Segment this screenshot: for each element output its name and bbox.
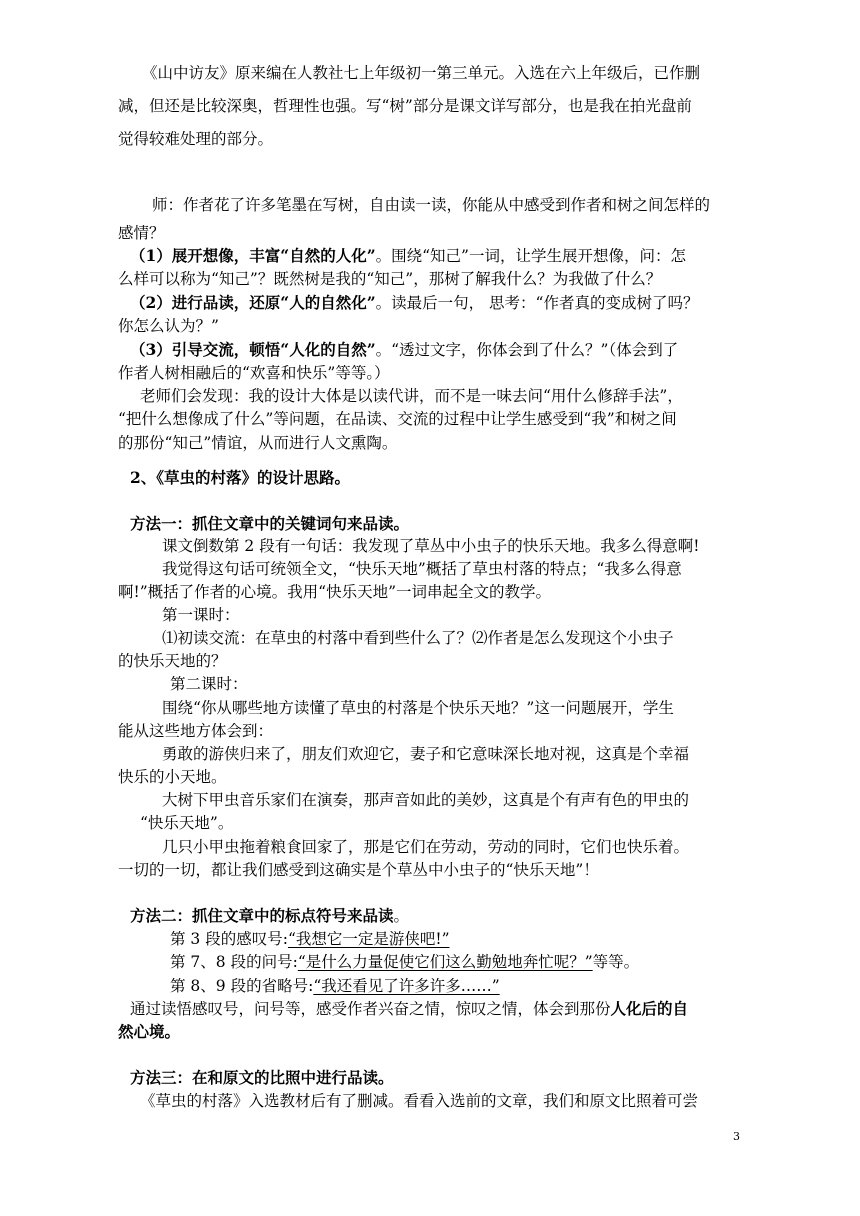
step-1-line-2: 么样可以称为“知己”？既然树是我的“知己”，那树了解我什么？为我做了什么？ [118, 270, 662, 288]
step-2 [130, 292, 698, 314]
example-3-line-2: 一切的一切，都让我们感受到这确实是个草丛中小虫子的“快乐天地”！ [118, 861, 599, 879]
lesson-1-line-1: ⑴初读交流：在草虫的村落中看到些什么了？⑵作者是怎么发现这个小虫子 [162, 629, 674, 647]
step-3-text: 。“透过文字，你体会到了什么？”（体会到了 [375, 341, 679, 359]
step-3-title: （3）引导交流，顿悟“人化的自然” [130, 340, 376, 359]
lesson-2-label: 第二课时： [170, 675, 248, 693]
lesson-2-line-2: 能从这些地方体会到： [118, 722, 274, 740]
row-3-label: 第 8、9 段的省略号: [170, 977, 314, 995]
step-1 [130, 245, 686, 267]
method-3-title: 方法三：在和原文的比照中进行品读。 [130, 1068, 394, 1087]
step-3 [130, 339, 678, 361]
lesson-2-line-1: 围绕“你从哪些地方读懂了草虫的村落是个快乐天地？”这一问题展开，学生 [162, 699, 674, 717]
method-2-row-1 [170, 928, 450, 950]
example-2-line-2: “快乐天地”。 [140, 814, 234, 832]
method-2-title-end: 。 [393, 907, 410, 925]
summary-text: 通过读悟感叹号，问号等，感受作者兴奋之情，惊叹之情，体会到那份 [130, 1000, 611, 1018]
step-1-text: 。围绕“知己”一词，让学生展开想像，问：怎 [375, 247, 686, 265]
example-3-line-1: 几只小甲虫拖着粮食回家了，那是它们在劳动，劳动的同时，它们也快乐着。 [162, 838, 690, 856]
method-2-row-2 [170, 951, 639, 973]
lesson-1-label: 第一课时： [162, 606, 240, 624]
para-intro-line-1: 《山中访友》原来编在人教社七上年级初一第三单元。入选在六上年级后，已作删 [142, 64, 701, 82]
method-2-title-line [130, 905, 409, 927]
row-1-label: 第 3 段的感叹号: [170, 930, 288, 948]
step-1-title: （1）展开想像，丰富“自然的人化” [130, 246, 376, 265]
para-summary-line-3: 的那份“知己”情谊，从而进行人文熏陶。 [118, 434, 398, 452]
row-2-label: 第 7、8 段的问号: [170, 953, 298, 971]
para-summary-line-1: 老师们会发现：我的设计大体是以读代讲，而不是一味去问“用什么修辞手法”， [140, 387, 683, 405]
step-3-line-2: 作者人树相融后的“欢喜和快乐”等等。） [118, 364, 390, 382]
method-1-title: 方法一：抓住文章中的关键词句来品读。 [130, 514, 410, 533]
row-3-quote: “我还看见了许多许多……” [313, 977, 500, 995]
method-1-line-1: 课文倒数第 2 段有一句话：我发现了草丛中小虫子的快乐天地。我多么得意啊! [162, 537, 700, 555]
para-teacher-line-1: 师：作者花了许多笔墨在写树，自由读一读，你能从中感受到作者和树之间怎样的 [152, 196, 711, 214]
para-summary-line-2: “把什么想像成了什么”等问题，在品读、交流的过程中让学生感受到“我”和树之间 [118, 410, 677, 428]
step-2-line-2: 你怎么认为？” [118, 317, 219, 335]
example-2-line-1: 大树下甲虫音乐家们在演奏，那声音如此的美妙，这真是个有声有色的甲虫的 [162, 791, 690, 809]
row-2-quote: “是什么力量促使它们这么勤勉地奔忙呢？” [297, 953, 593, 971]
example-1-line-2: 快乐的小天地。 [118, 768, 227, 786]
method-2-summary-line-1 [130, 998, 688, 1020]
row-1-quote: “我想它一定是游侠吧!” [287, 930, 450, 948]
para-intro-line-3: 觉得较难处理的部分。 [118, 130, 274, 148]
section-heading-2: 2、《草虫的村落》的设计思路。 [130, 468, 351, 487]
summary-bold-1: 人化后的自 [610, 999, 689, 1018]
method-1-line-3: 啊!”概括了作者的心境。我用“快乐天地”一词串起全文的教学。 [118, 583, 552, 601]
row-2-tail: 等等。 [592, 953, 640, 971]
method-1-line-2: 我觉得这句话可统领全文，“快乐天地”概括了草虫村落的特点；“我多么得意 [162, 560, 682, 578]
para-teacher-line-2: 感情？ [118, 224, 165, 242]
method-3-line-1: 《草虫的村落》入选教材后有了删减。看看入选前的文章，我们和原文比照着可尝 [140, 1092, 699, 1110]
step-2-text: 。读最后一句， 思考：“作者真的变成树了吗？ [375, 294, 699, 312]
para-intro-line-2: 减，但还是比较深奥，哲理性也强。写“树”部分是课文详写部分，也是我在拍光盘前 [118, 97, 692, 115]
method-2-title: 方法二：抓住文章中的标点符号来品读 [130, 906, 394, 925]
page-number: 3 [733, 1130, 740, 1143]
example-1-line-1: 勇敢的游侠归来了，朋友们欢迎它，妻子和它意味深长地对视，这真是个幸福 [162, 745, 690, 763]
step-2-title: （2）进行品读，还原“人的自然化” [130, 293, 376, 312]
method-2-row-3 [170, 975, 500, 997]
method-2-summary-line-2: 然心境。 [118, 1022, 181, 1041]
lesson-1-line-2: 的快乐天地的？ [118, 652, 227, 670]
